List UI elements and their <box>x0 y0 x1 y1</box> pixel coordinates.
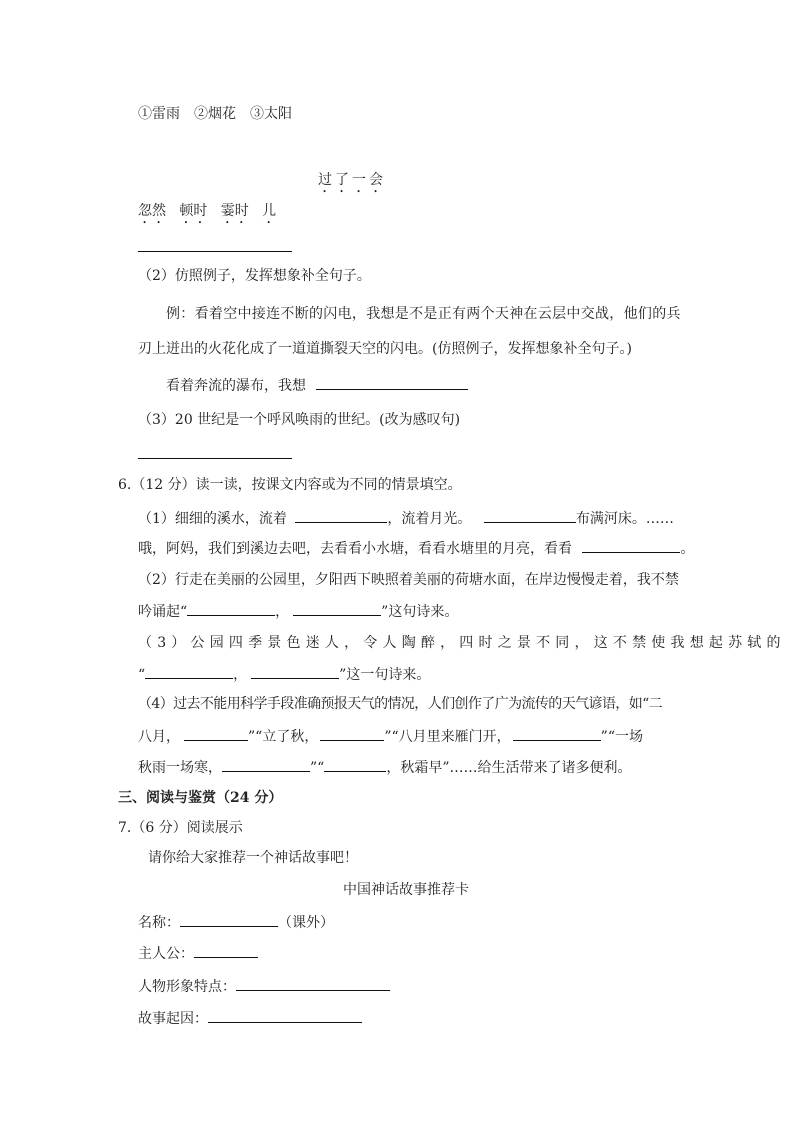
text: ，秋霜早”……给生活带来了诸多便利。 <box>386 760 632 776</box>
answer-blank[interactable] <box>145 664 233 679</box>
card-title: 中国神话故事推荐卡 <box>343 882 469 898</box>
protagonist-blank[interactable] <box>194 943 258 958</box>
q6-s1-line2 <box>138 538 694 558</box>
section-heading: 三、阅读与鉴赏（24 分） <box>118 790 283 806</box>
answer-blank[interactable] <box>251 664 339 679</box>
text: 布满河床。…… <box>575 511 674 527</box>
cause-blank[interactable] <box>208 1008 362 1023</box>
q6-s3-line1: （3）公园四季景色迷人，令人陶醉，四时之景不同，这不禁使我想起苏轼的 <box>138 635 786 651</box>
traits-blank[interactable] <box>236 976 390 991</box>
q7-title: 7.（6 分）阅读展示 <box>118 820 243 836</box>
label: 故事起因： <box>138 1011 208 1027</box>
answer-blank[interactable] <box>324 757 386 772</box>
text: （课外） <box>278 915 334 931</box>
example-line: 刃上迸出的火花化成了一道道撕裂天空的闪电。(仿照例子，发挥想象补全句子。) <box>138 341 632 357</box>
sub3-title: （3）20 世纪是一个呼风唤雨的世纪。(改为感叹句) <box>138 412 461 428</box>
word: 顿时 <box>179 203 208 219</box>
text: ”“立了秋， <box>248 729 319 745</box>
card-protagonist-row <box>138 943 258 963</box>
card-traits-row <box>138 976 390 996</box>
text: ，流着月光。 <box>387 511 472 527</box>
q6-title: 6.（12 分）读一读，按课文内容或为不同的情景填空。 <box>118 477 462 493</box>
answer-blank[interactable] <box>293 601 381 616</box>
q6-s3-line2 <box>138 664 430 684</box>
q7-prompt: 请你给大家推荐一个神话故事吧！ <box>148 850 358 866</box>
text: 哦，阿妈，我们到溪边去吧，去看看小水塘，看看水塘里的月亮，看看 <box>138 541 572 557</box>
fill-prompt: 看着奔流的瀑布，我想 <box>166 378 306 394</box>
text: ”“一场 <box>600 729 643 745</box>
q6-s2-line1: （2）行走在美丽的公园里，夕阳西下映照着美丽的荷塘水面，在岸边慢慢走着，我不禁 <box>138 572 679 588</box>
word: 儿 <box>262 203 277 219</box>
answer-blank[interactable] <box>184 726 248 741</box>
example-line: 例：看着空中接连不断的闪电，我想是不是正有两个天神在云层中交战，他们的兵 <box>166 306 681 322</box>
answer-blank[interactable] <box>320 726 384 741</box>
answer-blank[interactable] <box>316 375 468 390</box>
text: ， <box>275 604 290 620</box>
text: ”这句诗来。 <box>381 604 459 620</box>
sub2-title: （2）仿照例子，发挥想象补全句子。 <box>138 268 371 284</box>
text: 吟诵起“ <box>138 604 188 620</box>
q6-s4-line3 <box>138 757 632 777</box>
text: ， <box>233 667 248 683</box>
word-list <box>138 202 276 227</box>
answer-blank[interactable] <box>187 601 275 616</box>
name-blank[interactable] <box>180 912 278 927</box>
word: 忽然 <box>138 203 166 219</box>
text: （1）细细的溪水，流着 <box>138 511 287 527</box>
card-name-row <box>138 912 334 932</box>
fill-line <box>166 375 468 395</box>
text: 秋雨一场寒， <box>138 760 222 776</box>
card-cause-row <box>138 1008 362 1028</box>
answer-blank[interactable] <box>484 508 576 523</box>
answer-blank[interactable] <box>222 757 310 772</box>
answer-blank[interactable] <box>582 538 680 553</box>
q6-s1-line1 <box>138 508 674 528</box>
center-words: 过了一会 <box>318 172 386 188</box>
text: 。 <box>680 541 695 557</box>
answer-blank[interactable] <box>295 508 387 523</box>
q6-s4-line1: （4）过去不能用科学手段准确预报天气的情况，人们创作了广为流传的天气谚语，如“二 <box>138 696 663 712</box>
text: “ <box>138 667 146 683</box>
label: 名称： <box>138 915 180 931</box>
answer-blank[interactable] <box>138 251 292 252</box>
word: 霎时 <box>220 203 249 219</box>
options-line: ①雷雨 ②烟花 ③太阳 <box>138 106 292 122</box>
text: ”这一句诗来。 <box>339 667 431 683</box>
text: ”“ <box>310 760 325 776</box>
answer-blank[interactable] <box>138 458 292 459</box>
q6-s2-line2 <box>138 601 458 621</box>
text: ”“八月里来雁门开， <box>384 729 511 745</box>
label: 主人公： <box>138 946 194 962</box>
text: 八月， <box>138 729 180 745</box>
label: 人物形象特点： <box>138 979 236 995</box>
answer-blank[interactable] <box>513 726 601 741</box>
q6-s4-line2 <box>138 726 643 746</box>
